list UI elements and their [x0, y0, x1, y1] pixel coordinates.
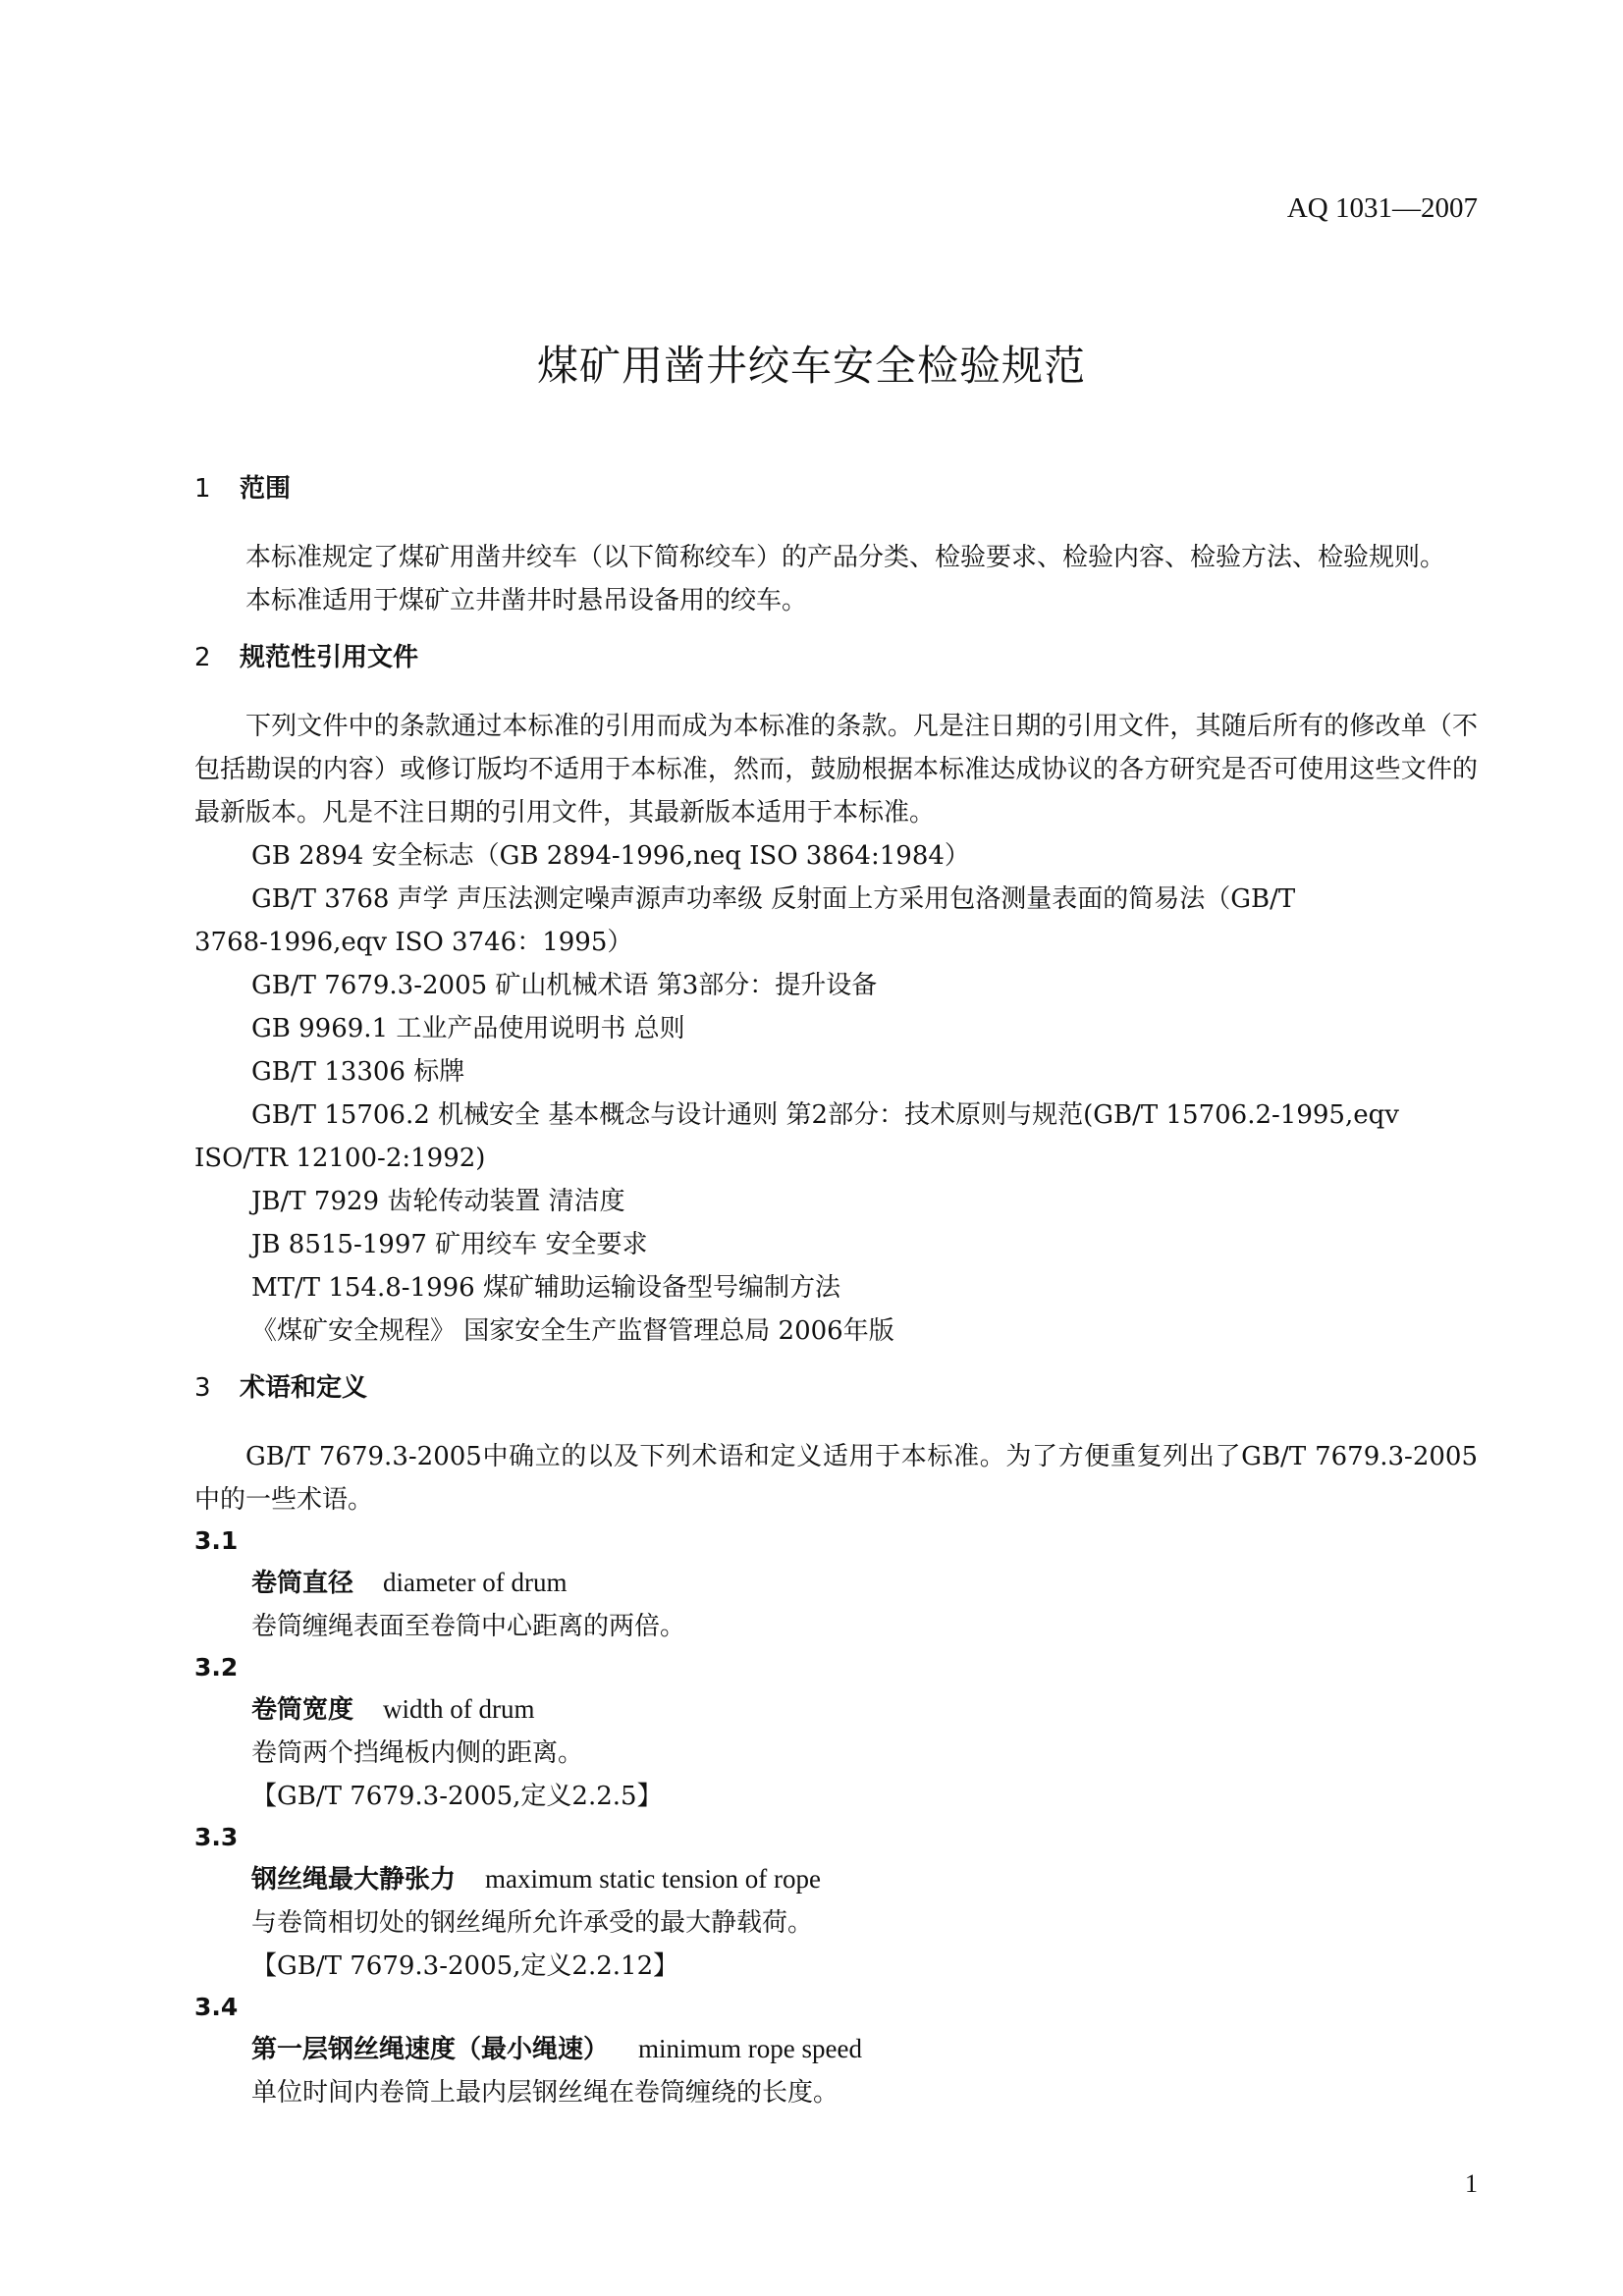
reference-item: JB 8515-1997 矿用绞车 安全要求: [251, 1230, 648, 1259]
reference-item-continued: 3768-1996,eqv ISO 3746：1995）: [194, 928, 633, 957]
reference-item: GB 2894 安全标志（GB 2894-1996,neq ISO 3864:1984）: [251, 841, 970, 871]
reference-item: GB/T 7679.3-2005 矿山机械术语 第3部分：提升设备: [251, 971, 878, 1000]
reference-item: GB/T 3768 声学 声压法测定噪声源声功率级 反射面上方采用包洛测量表面的简易法（GB/T: [251, 884, 1296, 914]
section-title: 范围: [240, 474, 292, 504]
term-definition: 单位时间内卷筒上最内层钢丝绳在卷筒缠绕的长度。: [251, 2078, 839, 2108]
term-en: diameter of drum: [383, 1568, 568, 1597]
clause-number: 3.3: [194, 1823, 239, 1851]
term-entry: [194, 2027, 1478, 2071]
clause-number: 3.4: [194, 1993, 239, 2021]
term-definition: 卷筒缠绳表面至卷筒中心距离的两倍。: [251, 1612, 686, 1641]
section-heading: [194, 469, 1478, 508]
reference-item: 《煤矿安全规程》 国家安全生产监督管理总局 2006年版: [251, 1316, 894, 1346]
term-en: minimum rope speed: [638, 2034, 862, 2063]
reference-item-continued: ISO/TR 12100-2:1992): [194, 1144, 486, 1173]
term-zh: 钢丝绳最大静张力: [251, 1865, 457, 1895]
clause-number: 3.2: [194, 1653, 239, 1682]
term-zh: 卷筒直径: [251, 1569, 354, 1598]
term-en: width of drum: [383, 1694, 535, 1724]
paragraph: 本标准适用于煤矿立井凿井时悬吊设备用的绞车。: [245, 586, 808, 615]
section-title: 术语和定义: [240, 1373, 368, 1403]
document-title: 煤矿用凿井绞车安全检验规范: [536, 342, 1086, 390]
term-entry: [194, 1857, 1478, 1901]
section-number: 3: [194, 1373, 211, 1403]
term-entry: [194, 1561, 1478, 1605]
document-body: [194, 469, 1478, 2114]
paragraph: 下列文件中的条款通过本标准的引用而成为本标准的条款。凡是注日期的引用文件，其随后所有的修改单（不包括勘误的内容）或修订版均不适用于本标准，然而，鼓励根据本标准达成协议的各方研究是否可使用这些文件的最新版本。凡是不注日期的引用文件，其最新版本适用于本标准。: [194, 712, 1478, 828]
term-entry: [194, 1687, 1478, 1732]
reference-item: GB/T 15706.2 机械安全 基本概念与设计通则 第2部分：技术原则与规范(GB/T 15706.2-1995,eqv: [251, 1100, 1399, 1130]
clause-number: 3.1: [194, 1526, 239, 1555]
section-heading: [194, 638, 1478, 677]
section-number: 2: [194, 643, 211, 672]
term-source: 【GB/T 7679.3-2005,定义2.2.12】: [251, 1951, 679, 1981]
section-title: 规范性引用文件: [240, 643, 419, 672]
term-definition: 卷筒两个挡绳板内侧的距离。: [251, 1738, 584, 1768]
reference-item: JB/T 7929 齿轮传动装置 清洁度: [251, 1187, 625, 1216]
paragraph: GB/T 7679.3-2005中确立的以及下列术语和定义适用于本标准。为了方便重复列出了GB/T 7679.3-2005中的一些术语。: [194, 1442, 1478, 1515]
reference-item: GB 9969.1 工业产品使用说明书 总则: [251, 1014, 685, 1043]
term-zh: 第一层钢丝绳速度（最小绳速）: [251, 2035, 610, 2064]
term-zh: 卷筒宽度: [251, 1695, 354, 1725]
reference-item: GB/T 13306 标牌: [251, 1057, 465, 1087]
term-definition: 与卷筒相切处的钢丝绳所允许承受的最大静载荷。: [251, 1908, 814, 1938]
paragraph: 本标准规定了煤矿用凿井绞车（以下简称绞车）的产品分类、检验要求、检验内容、检验方法、检验规则。: [245, 543, 1446, 572]
page-number: 1: [1465, 2169, 1478, 2198]
reference-item: MT/T 154.8-1996 煤矿辅助运输设备型号编制方法: [251, 1273, 840, 1303]
term-source: 【GB/T 7679.3-2005,定义2.2.5】: [251, 1782, 663, 1811]
section-number: 1: [194, 474, 211, 504]
term-en: maximum static tension of rope: [485, 1864, 821, 1894]
standard-code: AQ 1031—2007: [1286, 192, 1478, 224]
section-heading: [194, 1368, 1478, 1408]
